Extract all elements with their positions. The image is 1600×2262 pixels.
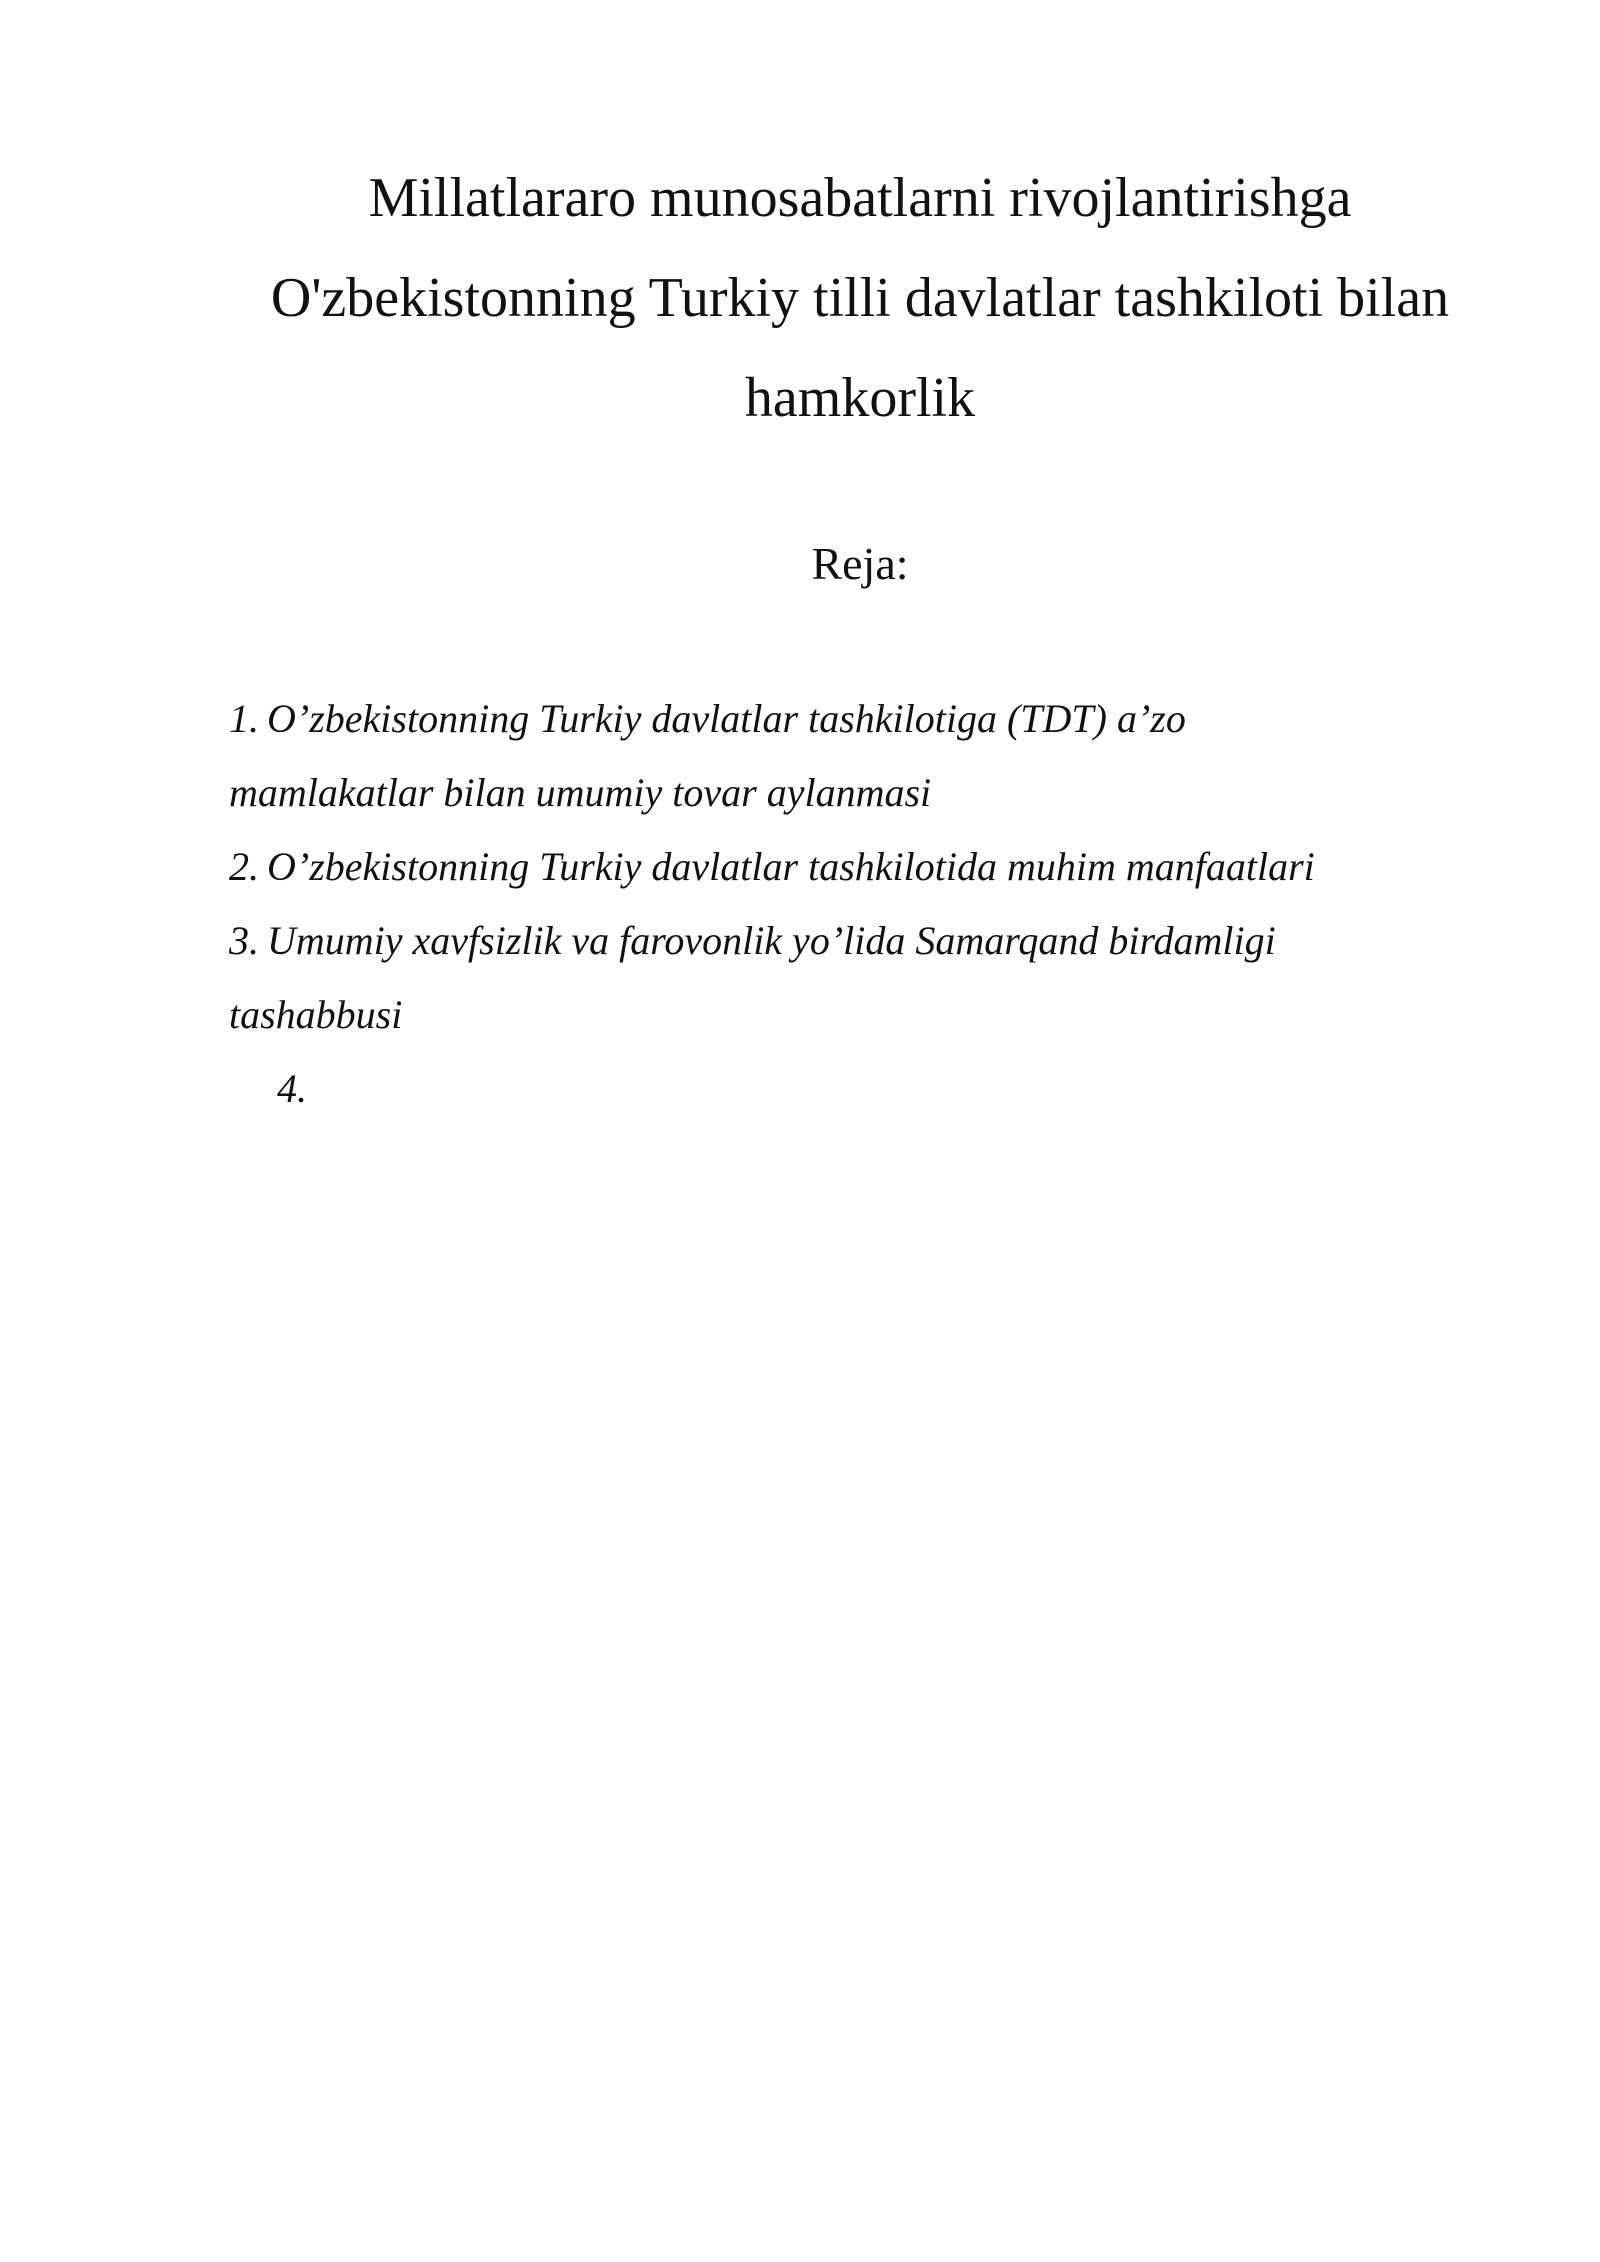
document-title xyxy=(200,148,1520,448)
plan-item-text: O’zbekistonning Turkiy davlatlar tashkilotida muhim manfaatlari xyxy=(267,844,1315,889)
plan-item-text: tashabbusi xyxy=(229,992,403,1037)
plan-item-text: Umumiy xavfsizlik va farovonlik yo’lida Samarqand birdamligi xyxy=(267,918,1276,963)
title-line: O'zbekistonning Turkiy tilli davlatlar tashkiloti bilan xyxy=(270,267,1450,329)
plan-item-text: O’zbekistonning Turkiy davlatlar tashkilotiga (TDT) a’zo xyxy=(267,696,1186,741)
plan-item-text: mamlakatlar bilan umumiy tovar aylanmasi xyxy=(229,770,932,815)
plan-item-number: 2. xyxy=(229,844,259,889)
title-line: Millatlararo munosabatlarni rivojlantirishga xyxy=(368,167,1352,229)
plan-item xyxy=(229,682,1469,830)
plan-list xyxy=(229,682,1469,1126)
plan-item-number: 3. xyxy=(229,918,259,963)
plan-item-number: 4. xyxy=(277,1066,307,1111)
plan-item xyxy=(229,1052,1469,1126)
plan-heading: Reja: xyxy=(811,538,909,589)
title-line: hamkorlik xyxy=(744,367,976,429)
plan-item xyxy=(229,904,1469,1052)
plan-item-number: 1. xyxy=(229,696,259,741)
plan-item xyxy=(229,830,1469,904)
